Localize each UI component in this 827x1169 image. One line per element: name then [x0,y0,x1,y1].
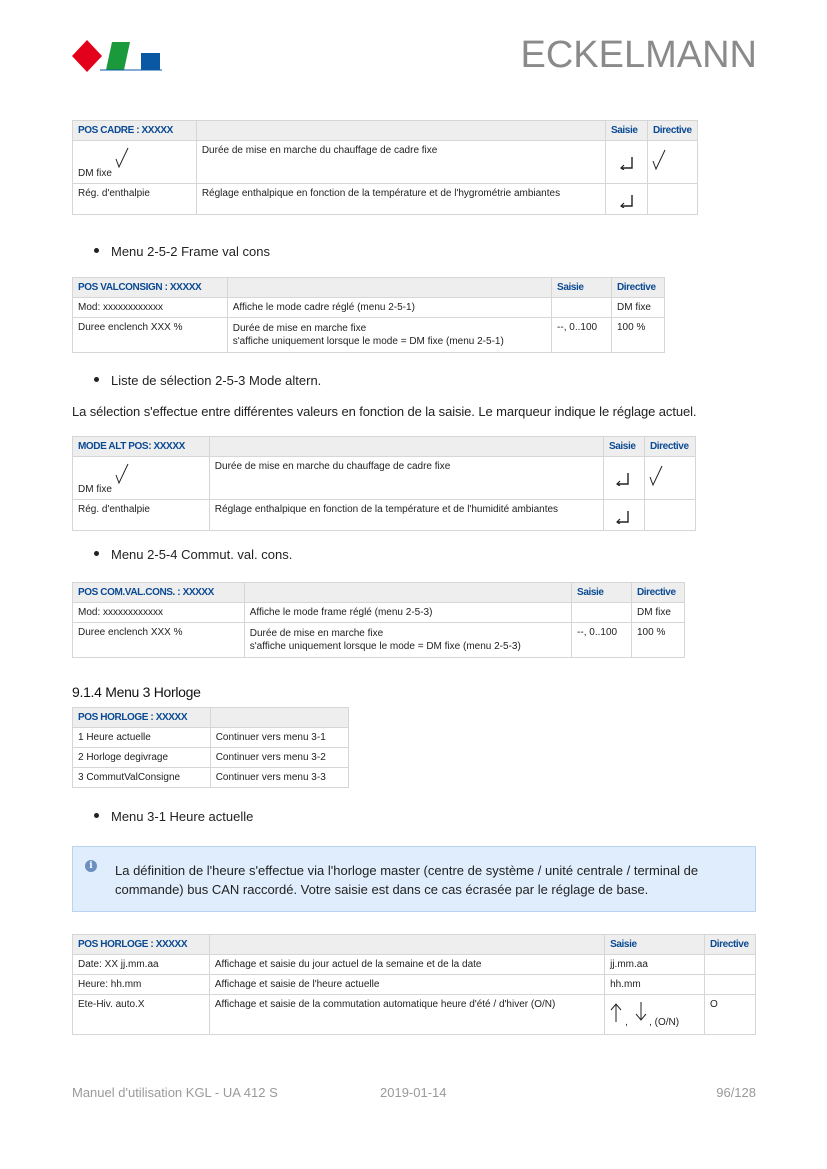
col-header: Directive [611,278,664,298]
bullet-item: Menu 2-5-2 Frame val cons [94,244,270,259]
cell-description: Continuer vers menu 3-3 [210,768,348,788]
col-header: Saisie [572,583,632,603]
table-pos-horloge-heure [72,934,756,1035]
footer-date: 2019-01-14 [380,1085,447,1100]
cell-label: 3 CommutValConsigne [73,768,211,788]
info-note [72,846,756,912]
cell-label: DM fixe [78,168,112,179]
paragraph: La sélection s'effectue entre différentes valeurs en fonction de la saisie. Le marqueur indique le réglage actuel. [72,404,697,419]
check-icon [115,463,129,485]
table-row [73,184,698,215]
cell-directive: O [704,995,755,1035]
col-header [196,121,605,141]
eckelmann-logo [72,40,162,72]
cell-description: Durée de mise en marche du chauffage de cadre fixe [209,457,603,500]
table-header-row [73,935,756,955]
enter-icon [620,156,634,170]
table-row [73,141,698,184]
info-icon: i [85,860,97,872]
cell-saisie: --, 0..100 [552,318,612,353]
arrow-down-icon [635,1001,647,1021]
col-header: Directive [647,121,697,141]
section-heading: 9.1.4 Menu 3 Horloge [72,684,201,700]
footer-page-number: 96/128 [716,1085,756,1100]
cell-directive: DM fixe [631,603,684,623]
saisie-suffix: , (O/N) [649,1017,680,1028]
enter-icon [616,510,630,524]
col-header [210,708,348,728]
table-row [73,995,756,1035]
bullet-item: Menu 3-1 Heure actuelle [94,809,253,824]
col-header: Saisie [603,437,644,457]
col-header: POS VALCONSIGN : XXXXX [73,278,228,298]
cell-description: Affiche le mode frame réglé (menu 2-5-3) [244,603,571,623]
table-row [73,298,665,318]
cell-description: Durée de mise en marche fixe s'affiche uniquement lorsque le mode = DM fixe (menu 2-5-3) [244,623,571,658]
table-pos-horloge-menu [72,707,349,788]
table-row [73,603,685,623]
col-header: MODE ALT POS: XXXXX [73,437,210,457]
col-header: POS HORLOGE : XXXXX [73,935,210,955]
enter-icon [620,194,634,208]
col-header: Saisie [552,278,612,298]
table-row [73,623,685,658]
col-header [227,278,551,298]
col-header: Saisie [605,935,705,955]
saisie-separator: , [625,1017,628,1028]
cell-description: Affichage et saisie du jour actuel de la semaine et de la date [209,955,604,975]
check-icon [115,147,129,169]
cell-label: Rég. d'enthalpie [73,184,197,215]
cell-description: Affichage et saisie de l'heure actuelle [209,975,604,995]
col-header: POS CADRE : XXXXX [73,121,197,141]
cell-directive: 100 % [611,318,664,353]
table-header-row [73,437,696,457]
cell-label: Mod: xxxxxxxxxxxx [73,603,245,623]
cell-label: Date: XX jj.mm.aa [73,955,210,975]
col-header [209,935,604,955]
table-header-row [73,583,685,603]
table-row [73,728,349,748]
cell-label: DM fixe [78,484,112,495]
table-header-row [73,121,698,141]
cell-description: Durée de mise en marche du chauffage de cadre fixe [196,141,605,184]
cell-saisie: jj.mm.aa [605,955,705,975]
col-header: Directive [644,437,695,457]
bullet-item: Liste de sélection 2-5-3 Mode altern. [94,373,321,388]
table-header-row [73,708,349,728]
table-row [73,768,349,788]
col-header: Directive [704,935,755,955]
cell-label: Heure: hh.mm [73,975,210,995]
logo-blue-square [141,53,160,70]
logo-red-diamond [72,40,102,72]
cell-label: 2 Horloge degivrage [73,748,211,768]
cell-description: Affichage et saisie de la commutation automatique heure d'été / d'hiver (O/N) [209,995,604,1035]
col-header: POS HORLOGE : XXXXX [73,708,211,728]
bullet-item: Menu 2-5-4 Commut. val. cons. [94,547,292,562]
table-row [73,955,756,975]
table-row [73,748,349,768]
logo-green-parallelogram [106,42,130,70]
table-row [73,457,696,500]
cell-saisie [552,298,612,318]
cell-description: Continuer vers menu 3-1 [210,728,348,748]
col-header: Directive [631,583,684,603]
table-row [73,318,665,353]
check-icon [652,149,666,171]
table-pos-cadre [72,120,698,215]
cell-saisie: hh.mm [605,975,705,995]
cell-label: 1 Heure actuelle [73,728,211,748]
table-row [73,975,756,995]
table-mode-alt-pos [72,436,696,531]
cell-saisie: --, 0..100 [572,623,632,658]
cell-description: Durée de mise en marche fixe s'affiche uniquement lorsque le mode = DM fixe (menu 2-5-1) [227,318,551,353]
col-header [244,583,571,603]
col-header: Saisie [605,121,647,141]
cell-description: Continuer vers menu 3-2 [210,748,348,768]
cell-label: Ete-Hiv. auto.X [73,995,210,1035]
info-note-text: La définition de l'heure s'effectue via l'horloge master (centre de système / unité centrale / terminal de commande) bus CAN raccordé. Votre saisie est dans ce cas écrasée par le réglage de base. [115,863,699,897]
table-header-row [73,278,665,298]
col-header: POS COM.VAL.CONS. : XXXXX [73,583,245,603]
cell-saisie [572,603,632,623]
cell-label: Duree enclench XXX % [73,318,228,353]
cell-directive: 100 % [631,623,684,658]
cell-directive: DM fixe [611,298,664,318]
table-pos-com-val-cons [72,582,685,658]
cell-description: Affiche le mode cadre réglé (menu 2-5-1) [227,298,551,318]
brand-wordmark: ECKELMANN [520,34,757,76]
arrow-up-icon [610,1003,622,1023]
cell-label: Duree enclench XXX % [73,623,245,658]
cell-directive [704,975,755,995]
cell-description: Réglage enthalpique en fonction de la température et de l'hygrométrie ambiantes [196,184,605,215]
cell-label: Mod: xxxxxxxxxxxx [73,298,228,318]
footer-title: Manuel d'utilisation KGL - UA 412 S [72,1085,278,1100]
cell-label: Rég. d'enthalpie [73,500,210,531]
col-header [209,437,603,457]
cell-directive [704,955,755,975]
table-row [73,500,696,531]
table-pos-valconsign [72,277,665,353]
enter-icon [616,472,630,486]
check-icon [649,465,663,487]
cell-description: Réglage enthalpique en fonction de la température et de l'humidité ambiantes [209,500,603,531]
